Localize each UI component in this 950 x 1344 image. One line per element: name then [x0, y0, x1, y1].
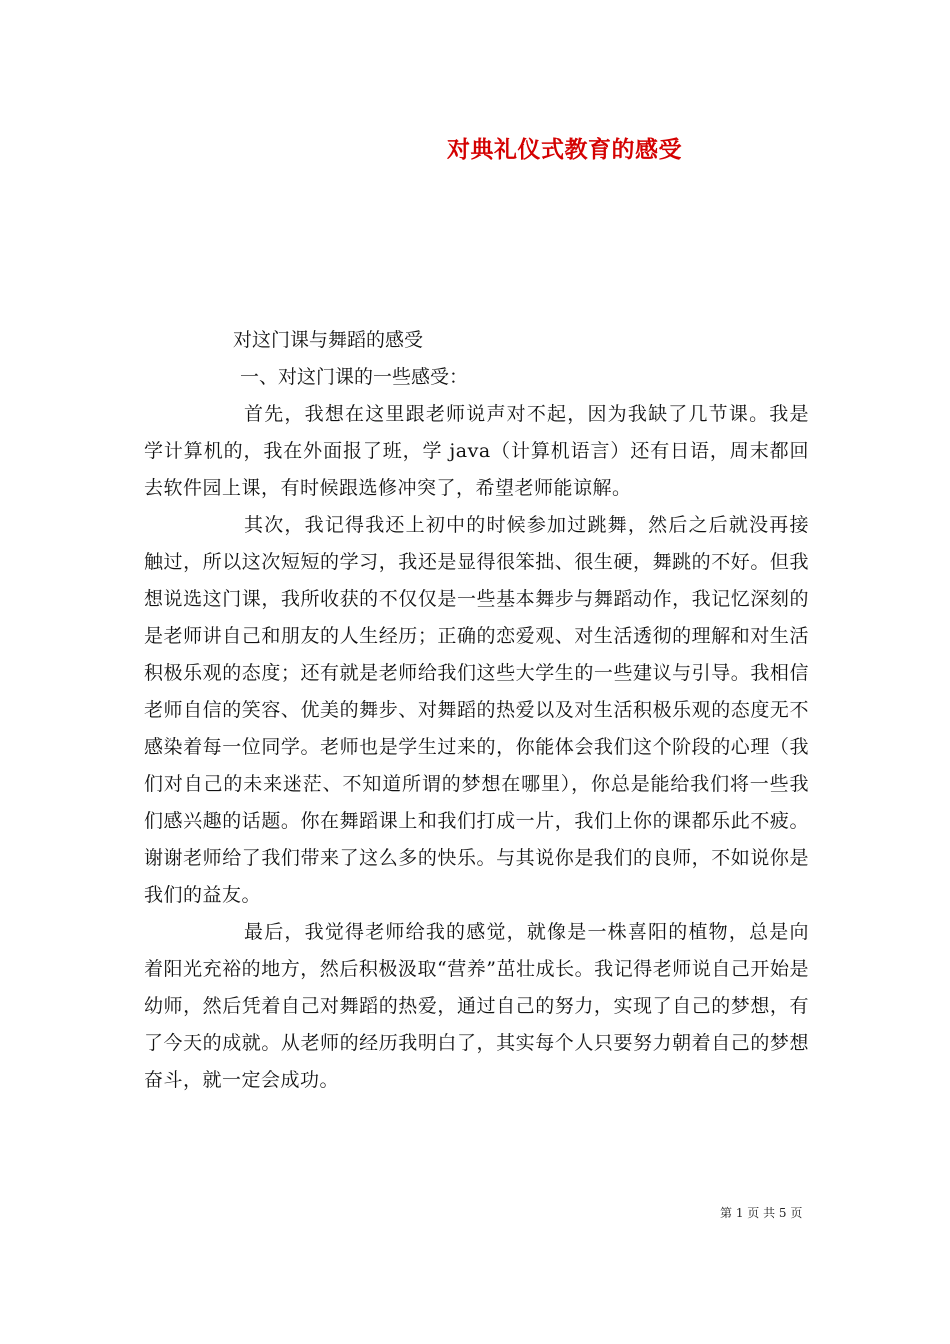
- paragraph-last: 最后，我觉得老师给我的感觉，就像是一株喜阳的植物，总是向着阳光充裕的地方，然后积极汲取“营养”茁壮成长。我记得老师说自己开始是幼师，然后凭着自己对舞蹈的热爱，通过自己的努力，实现了自己的梦想，有了今天的成就。从老师的经历我明白了，其实每个人只要努力朝着自己的梦想奋斗，就一定会成功。: [144, 921, 809, 1091]
- page-number-footer: 第 1 页 共 5 页: [720, 1206, 803, 1220]
- document-body: [144, 322, 809, 1099]
- paragraph-second: 其次，我记得我还上初中的时候参加过跳舞，然后之后就没再接触过，所以这次短短的学习，我还是显得很笨拙、很生硬，舞跳的不好。但我想说选这门课，我所收获的不仅仅是一些基本舞步与舞蹈动作，我记忆深刻的是老师讲自己和朋友的人生经历；正确的恋爱观、对生活透彻的理解和对生活积极乐观的态度；还有就是老师给我们这些大学生的一些建议与引导。我相信老师自信的笑容、优美的舞步、对舞蹈的热爱以及对生活积极乐观的态度无不感染着每一位同学。老师也是学生过来的，你能体会我们这个阶段的心理（我们对自己的未来迷茫、不知道所谓的梦想在哪里），你总是能给我们将一些我们感兴趣的话题。你在舞蹈课上和我们打成一片，我们上你的课都乐此不疲。谢谢老师给了我们带来了这么多的快乐。与其说你是我们的良师，不如说你是我们的益友。: [144, 514, 809, 906]
- section-heading: 一、对这门课的一些感受：: [240, 366, 469, 388]
- paragraph-first: 首先，我想在这里跟老师说声对不起，因为我缺了几节课。我是学计算机的，我在外面报了班，学 java（计算机语言）还有日语，周末都回去软件园上课，有时候跟选修冲突了，希望老师能谅解。: [144, 403, 809, 499]
- subtitle: 对这门课与舞蹈的感受: [233, 329, 424, 351]
- document-title: 对典礼仪式教育的感受: [447, 136, 682, 163]
